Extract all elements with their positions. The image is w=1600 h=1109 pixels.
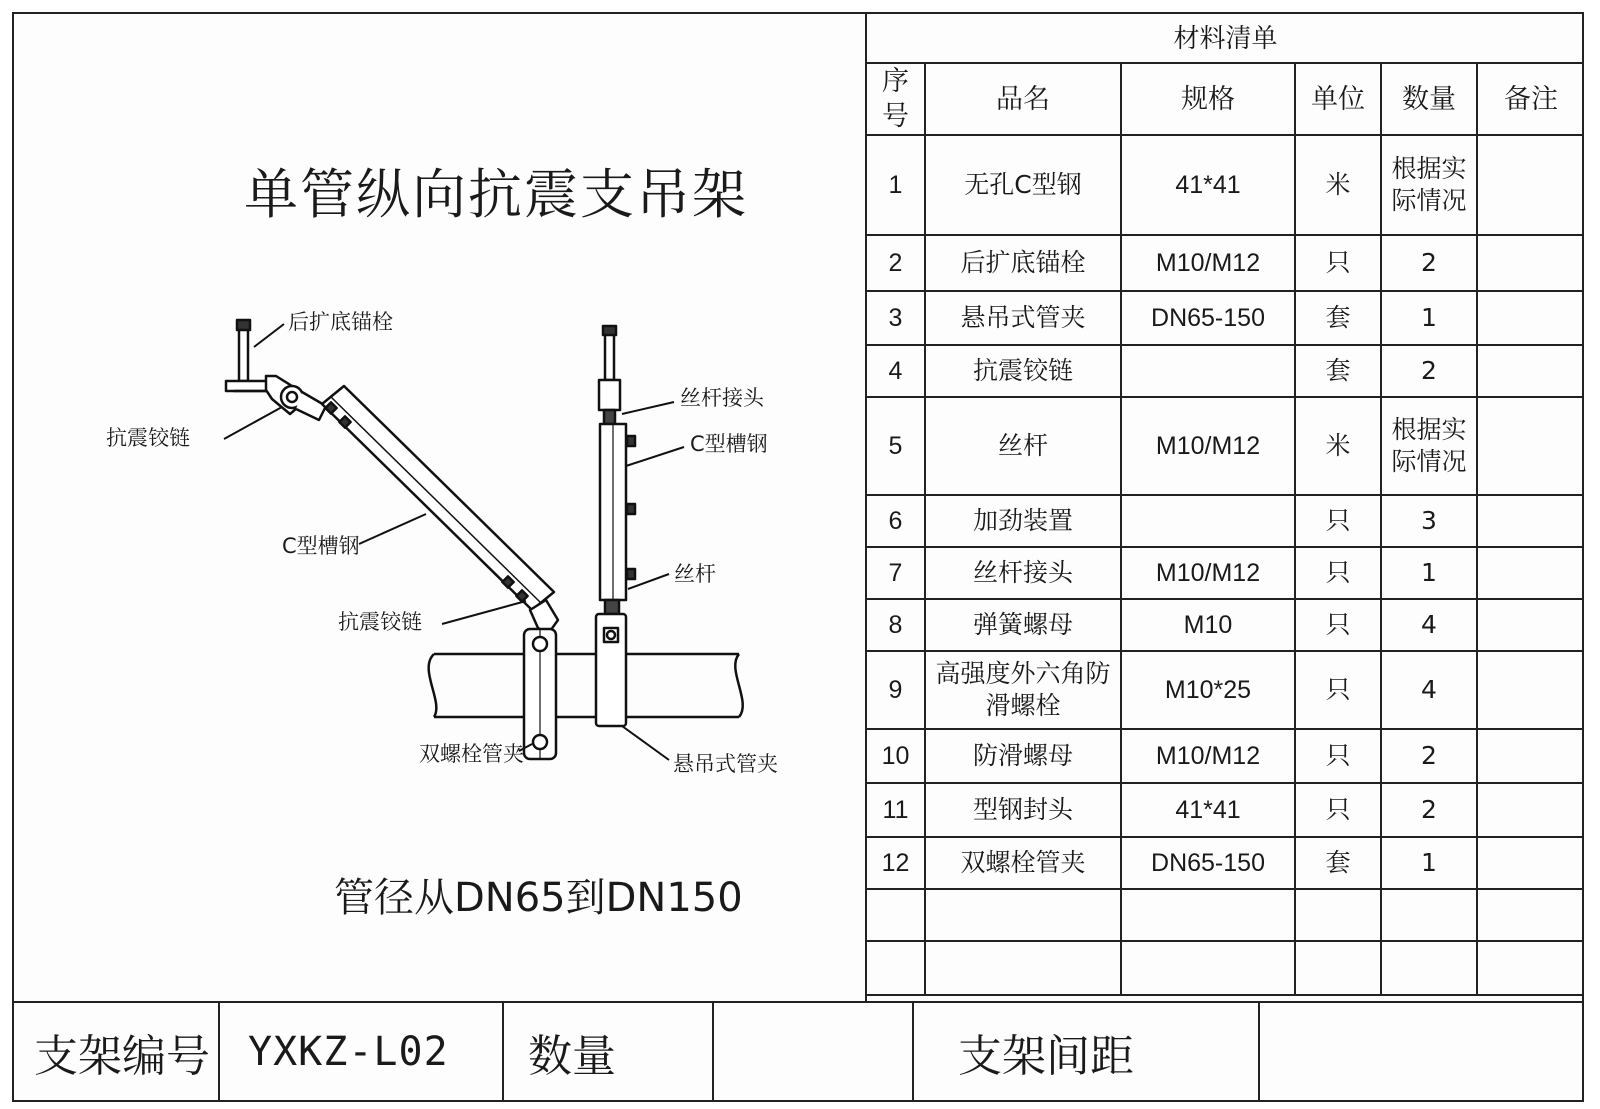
label-threaded-rod: 丝杆 xyxy=(674,562,716,586)
bom-cell-no: 2 xyxy=(867,235,925,291)
bom-cell-name xyxy=(925,889,1121,941)
bom-cell-unit: 只 xyxy=(1295,495,1381,547)
bom-row xyxy=(867,291,1584,345)
col-header-note: 备注 xyxy=(1477,64,1584,135)
label-c-channel-vertical: C型槽钢 xyxy=(690,432,768,456)
bom-cell-unit: 只 xyxy=(1295,235,1381,291)
label-hinge-top: 抗震铰链 xyxy=(106,426,190,450)
bom-row xyxy=(867,889,1584,941)
col-header-qty: 数量 xyxy=(1381,64,1477,135)
label-anchor-bolt: 后扩底锚栓 xyxy=(288,310,393,334)
bom-cell-qty: 3 xyxy=(1381,495,1477,547)
quantity-label-cell xyxy=(504,1003,714,1100)
bom-cell-no: 4 xyxy=(867,345,925,397)
label-c-channel-diagonal: C型槽钢 xyxy=(282,534,360,558)
bracket-no-label: 支架编号 xyxy=(34,1030,210,1082)
vertical-channel-shape xyxy=(600,424,635,614)
bom-row xyxy=(867,345,1584,397)
col-header-spec: 规格 xyxy=(1121,64,1295,135)
pipe-shape xyxy=(429,654,743,717)
bom-cell-qty: 根据实际情况 xyxy=(1381,397,1477,495)
bom-cell-spec: 41*41 xyxy=(1121,783,1295,837)
bom-cell-no xyxy=(867,941,925,995)
bom-cell-no: 1 xyxy=(867,135,925,235)
quantity-value-cell xyxy=(714,1003,914,1100)
bom-cell-note xyxy=(1477,599,1584,651)
spacing-label: 支架间距 xyxy=(958,1030,1134,1082)
bom-cell-name xyxy=(925,941,1121,995)
bracket-no-label-cell xyxy=(14,1003,220,1100)
bom-cell-no: 8 xyxy=(867,599,925,651)
top-hinge-shape xyxy=(266,376,326,420)
bom-row xyxy=(867,495,1584,547)
diagonal-channel-shape xyxy=(322,386,554,610)
bom-cell-unit: 套 xyxy=(1295,837,1381,889)
bom-cell-unit: 只 xyxy=(1295,547,1381,599)
bom-cell-unit: 只 xyxy=(1295,599,1381,651)
bom-cell-spec: M10 xyxy=(1121,599,1295,651)
bom-cell-note xyxy=(1477,547,1584,599)
spacing-value-cell xyxy=(1260,1003,1582,1100)
col-header-unit: 单位 xyxy=(1295,64,1381,135)
bom-row xyxy=(867,599,1584,651)
bom-cell-note xyxy=(1477,291,1584,345)
bom-cell-no: 9 xyxy=(867,651,925,729)
drawing-sheet xyxy=(12,12,1584,1102)
bom-cell-spec: 41*41 xyxy=(1121,135,1295,235)
bom-cell-spec: DN65-150 xyxy=(1121,291,1295,345)
bom-row xyxy=(867,729,1584,783)
bom-cell-name: 加劲装置 xyxy=(925,495,1121,547)
bom-cell-unit xyxy=(1295,889,1381,941)
double-bolt-clamp-shape xyxy=(524,629,556,759)
bom-cell-spec: M10*25 xyxy=(1121,651,1295,729)
bom-cell-unit: 只 xyxy=(1295,729,1381,783)
bom-row xyxy=(867,135,1584,235)
bom-cell-note xyxy=(1477,345,1584,397)
bom-cell-note xyxy=(1477,235,1584,291)
vertical-rod-shape xyxy=(599,326,620,424)
bom-row xyxy=(867,547,1584,599)
bom-cell-name: 无孔C型钢 xyxy=(925,135,1121,235)
bom-cell-note xyxy=(1477,495,1584,547)
bom-cell-unit: 套 xyxy=(1295,345,1381,397)
bom-cell-name: 防滑螺母 xyxy=(925,729,1121,783)
bom-cell-qty: 2 xyxy=(1381,345,1477,397)
bom-cell-name: 悬吊式管夹 xyxy=(925,291,1121,345)
bom-cell-no: 11 xyxy=(867,783,925,837)
bom-cell-no: 3 xyxy=(867,291,925,345)
bom-row xyxy=(867,837,1584,889)
bom-cell-qty: 1 xyxy=(1381,291,1477,345)
bom-cell-spec: M10/M12 xyxy=(1121,235,1295,291)
bom-cell-no: 10 xyxy=(867,729,925,783)
drawing-title: 单管纵向抗震支吊架 xyxy=(244,163,748,226)
bom-cell-name: 丝杆接头 xyxy=(925,547,1121,599)
bom-title: 材料清单 xyxy=(867,14,1584,64)
bom-cell-note xyxy=(1477,941,1584,995)
bom-header-row xyxy=(867,64,1584,135)
label-hanger-clamp: 悬吊式管夹 xyxy=(673,752,778,776)
bracket-no-value-cell xyxy=(220,1003,504,1100)
bom-cell-unit: 套 xyxy=(1295,291,1381,345)
bom-cell-spec: M10/M12 xyxy=(1121,547,1295,599)
bom-cell-note xyxy=(1477,783,1584,837)
bom-row xyxy=(867,651,1584,729)
bom-table xyxy=(867,64,1584,996)
bom-cell-spec: M10/M12 xyxy=(1121,397,1295,495)
bom-cell-qty: 1 xyxy=(1381,837,1477,889)
bom-cell-name: 丝杆 xyxy=(925,397,1121,495)
bom-cell-name: 抗震铰链 xyxy=(925,345,1121,397)
bom-cell-qty xyxy=(1381,889,1477,941)
bom-cell-qty: 2 xyxy=(1381,235,1477,291)
bracket-no-value: YXKZ-L02 xyxy=(248,1028,449,1075)
bom-cell-no xyxy=(867,889,925,941)
bom-cell-name: 型钢封头 xyxy=(925,783,1121,837)
hanger-clamp-shape xyxy=(596,614,626,726)
bom-row xyxy=(867,783,1584,837)
bom-cell-note xyxy=(1477,135,1584,235)
bom-cell-no: 12 xyxy=(867,837,925,889)
bom-cell-name: 双螺栓管夹 xyxy=(925,837,1121,889)
bom-cell-unit: 米 xyxy=(1295,397,1381,495)
label-hinge-bottom: 抗震铰链 xyxy=(338,610,422,634)
bom-cell-note xyxy=(1477,651,1584,729)
drawing-area xyxy=(14,14,865,1001)
label-double-bolt-clamp: 双螺栓管夹 xyxy=(419,742,524,766)
bom-row xyxy=(867,941,1584,995)
bom-cell-note xyxy=(1477,729,1584,783)
bom-cell-note xyxy=(1477,837,1584,889)
bom-cell-spec xyxy=(1121,889,1295,941)
bom-cell-note xyxy=(1477,889,1584,941)
bom-cell-qty: 4 xyxy=(1381,651,1477,729)
bom-cell-qty: 1 xyxy=(1381,547,1477,599)
bom-cell-name: 后扩底锚栓 xyxy=(925,235,1121,291)
label-rod-coupler: 丝杆接头 xyxy=(680,386,764,410)
bom-row xyxy=(867,397,1584,495)
bom-cell-qty xyxy=(1381,941,1477,995)
bill-of-materials xyxy=(865,14,1584,1001)
bom-cell-no: 6 xyxy=(867,495,925,547)
col-header-name: 品名 xyxy=(925,64,1121,135)
bom-cell-unit: 米 xyxy=(1295,135,1381,235)
col-header-no: 序号 xyxy=(867,64,925,135)
bom-cell-spec xyxy=(1121,345,1295,397)
bom-cell-note xyxy=(1477,397,1584,495)
bom-cell-qty: 2 xyxy=(1381,729,1477,783)
bom-cell-qty: 2 xyxy=(1381,783,1477,837)
bom-cell-spec: M10/M12 xyxy=(1121,729,1295,783)
bom-cell-unit xyxy=(1295,941,1381,995)
bom-row xyxy=(867,235,1584,291)
bom-cell-spec: DN65-150 xyxy=(1121,837,1295,889)
bom-cell-name: 弹簧螺母 xyxy=(925,599,1121,651)
quantity-label: 数量 xyxy=(528,1030,616,1082)
bom-cell-name: 高强度外六角防滑螺栓 xyxy=(925,651,1121,729)
bom-cell-unit: 只 xyxy=(1295,651,1381,729)
bom-cell-qty: 根据实际情况 xyxy=(1381,135,1477,235)
spacing-label-cell xyxy=(914,1003,1260,1100)
drawing-subtitle: 管径从DN65到DN150 xyxy=(334,875,743,921)
bom-cell-no: 7 xyxy=(867,547,925,599)
bom-cell-spec xyxy=(1121,941,1295,995)
title-block xyxy=(14,1001,1582,1100)
bom-cell-no: 5 xyxy=(867,397,925,495)
bom-cell-qty: 4 xyxy=(1381,599,1477,651)
bom-cell-spec xyxy=(1121,495,1295,547)
bom-cell-unit: 只 xyxy=(1295,783,1381,837)
